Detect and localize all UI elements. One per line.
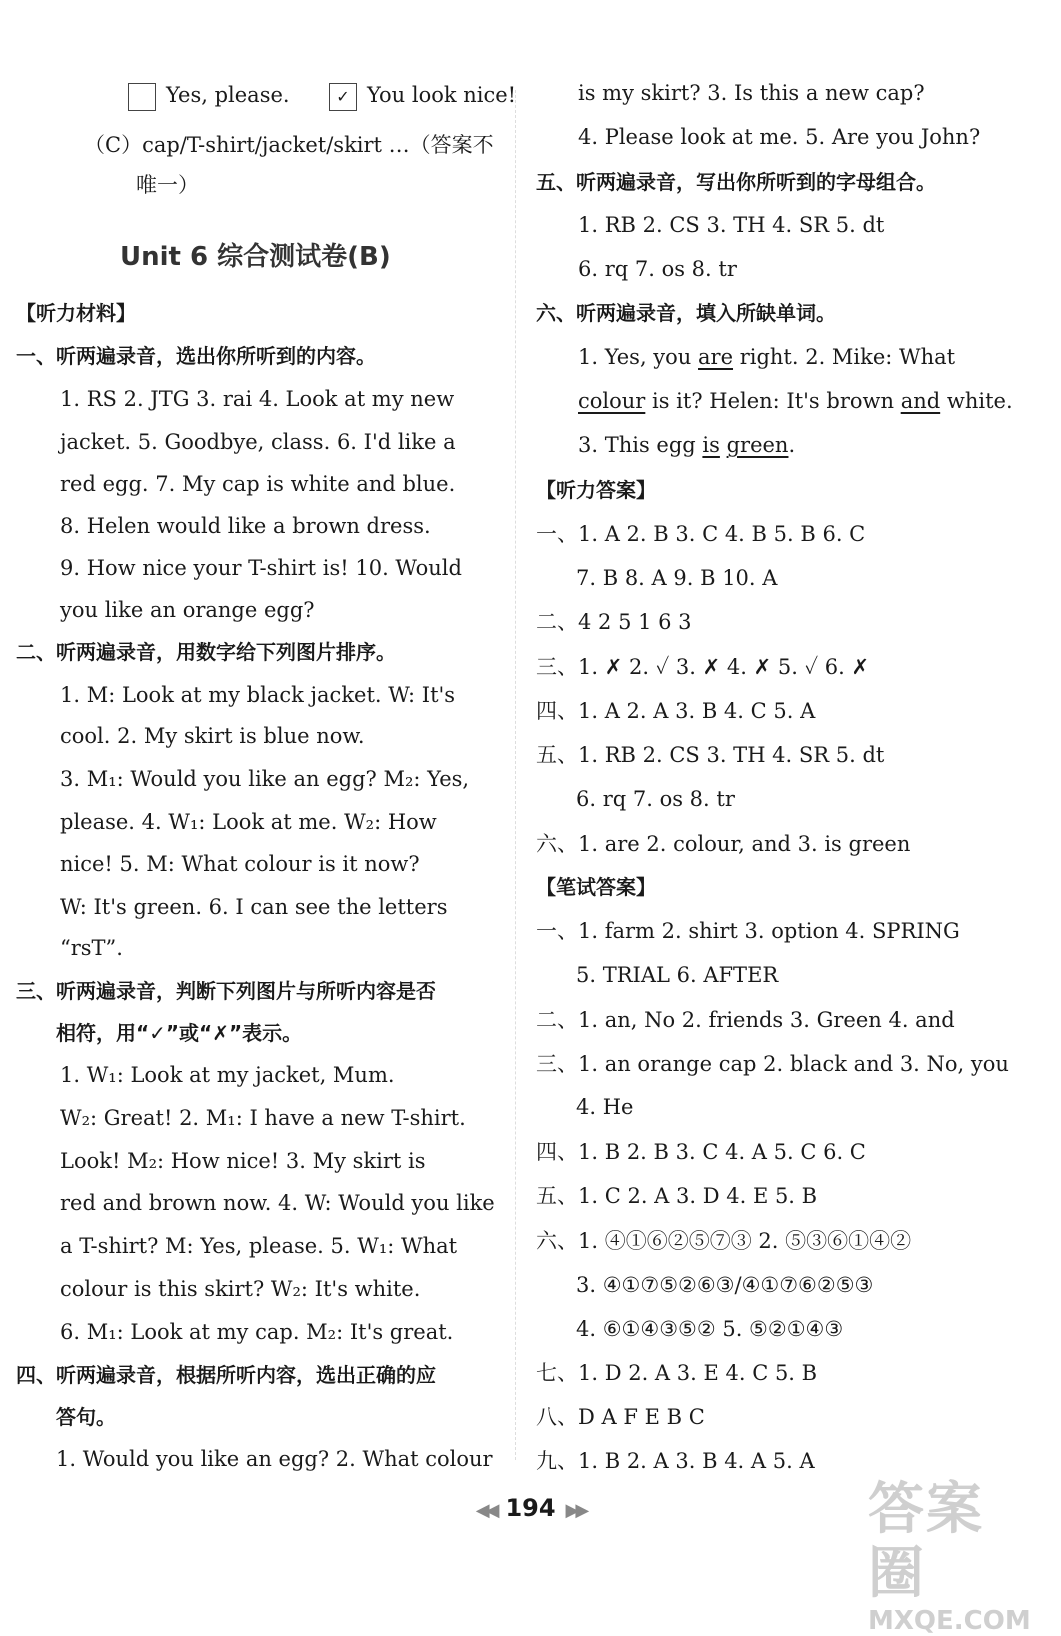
answer-line: 3. ④①⑦⑤②⑥③/④①⑦⑥②⑤③ <box>576 1273 874 1297</box>
blank-answer: green <box>726 433 789 457</box>
checked-checkbox: ✓ <box>329 83 357 111</box>
blank-answer: colour <box>578 389 646 413</box>
section-4-title: 四、听两遍录音，根据所听内容，选出正确的应 <box>16 1363 436 1387</box>
s2-line: 1. M: Look at my black jacket. W: It's <box>60 683 456 707</box>
s1-line: you like an orange egg? <box>60 598 315 622</box>
answer-line: 六、1. are 2. colour, and 3. is green <box>536 832 911 856</box>
answer-line: 八、D A F E B C <box>536 1405 705 1429</box>
written-answers-header: 【笔试答案】 <box>536 875 656 899</box>
column-divider <box>515 90 516 1460</box>
s4-line: is my skirt? 3. Is this a new cap? <box>578 81 925 105</box>
option-yes-please: Yes, please. <box>166 83 290 107</box>
s2-line: “rsT”. <box>60 936 123 960</box>
answer-line: 6. rq 7. os 8. tr <box>576 787 735 811</box>
next-arrow-icon: ▶▶ <box>565 1500 586 1521</box>
s1-line: jacket. 5. Goodbye, class. 6. I'd like a <box>60 430 456 454</box>
answer-line: 六、1. ④①⑥②⑤⑦③ 2. ⑤③⑥①④② <box>536 1229 912 1253</box>
blank-answer: is <box>702 433 720 457</box>
s4-line: 1. Would you like an egg? 2. What colour <box>56 1447 493 1471</box>
s2-line: cool. 2. My skirt is blue now. <box>60 724 365 748</box>
prev-arrow-icon: ◀◀ <box>475 1500 496 1521</box>
s5-line: 1. RB 2. CS 3. TH 4. SR 5. dt <box>578 213 885 237</box>
answer-line: 三、1. ✗ 2. ✓ 3. ✗ 4. ✗ 5. ✓ 6. ✗ <box>536 655 870 679</box>
section-2-title: 二、听两遍录音，用数字给下列图片排序。 <box>16 640 396 664</box>
answer-line: 五、1. RB 2. CS 3. TH 4. SR 5. dt <box>536 743 885 767</box>
option-you-look-nice: You look nice! <box>366 83 517 107</box>
answer-line: 四、1. B 2. B 3. C 4. A 5. C 6. C <box>536 1140 866 1164</box>
s3-line: colour is this skirt? W₂: It's white. <box>60 1277 421 1301</box>
answer-line: 四、1. A 2. A 3. B 4. C 5. A <box>536 699 816 723</box>
answer-line: 5. TRIAL 6. AFTER <box>576 963 779 987</box>
section-5-title: 五、听两遍录音，写出你所听到的字母组合。 <box>536 170 936 194</box>
answer-line: 4. He <box>576 1095 634 1119</box>
blank-answer: are <box>698 345 734 369</box>
option-row <box>128 80 516 111</box>
section-3-title: 三、听两遍录音，判断下列图片与所听内容是否 <box>16 979 436 1003</box>
answer-line: 一、1. farm 2. shirt 3. option 4. SPRING <box>536 919 960 943</box>
s3-line: Look! M₂: How nice! 3. My skirt is <box>60 1149 426 1173</box>
answer-line: 三、1. an orange cap 2. black and 3. No, you <box>536 1052 1009 1076</box>
answer-line: 二、1. an, No 2. friends 3. Green 4. and <box>536 1008 955 1032</box>
answer-line: 7. B 8. A 9. B 10. A <box>576 566 778 590</box>
s5-line: 6. rq 7. os 8. tr <box>578 257 737 281</box>
s6-line-3: 3. This egg is green. <box>578 433 796 457</box>
s1-line: 8. Helen would like a brown dress. <box>60 514 431 538</box>
unit-title: Unit 6 综合测试卷(B) <box>120 242 391 272</box>
s2-line: nice! 5. M: What colour is it now? <box>60 852 420 876</box>
watermark-url: MXQE.COM <box>868 1606 1031 1636</box>
s3-line: red and brown now. 4. W: Would you like <box>60 1191 495 1215</box>
s3-line: 1. W₁: Look at my jacket, Mum. <box>60 1063 395 1087</box>
s1-line: 1. RS 2. JTG 3. rai 4. Look at my new <box>60 387 455 411</box>
blank-answer: and <box>900 389 941 413</box>
empty-checkbox <box>128 83 156 111</box>
s2-line: W: It's green. 6. I can see the letters <box>60 895 448 919</box>
answer-line: 二、4 2 5 1 6 3 <box>536 610 692 634</box>
answer-line: 一、1. A 2. B 3. C 4. B 5. B 6. C <box>536 522 866 546</box>
watermark-logo <box>868 1477 1038 1636</box>
section-6-title: 六、听两遍录音，填入所缺单词。 <box>536 301 836 325</box>
answer-line: 七、1. D 2. A 3. E 4. C 5. B <box>536 1361 818 1385</box>
s4-line: 4. Please look at me. 5. Are you John? <box>578 125 981 149</box>
listening-answers-header: 【听力答案】 <box>536 478 656 502</box>
s2-line: 3. M₁: Would you like an egg? M₂: Yes, <box>60 767 470 791</box>
s3-line: 6. M₁: Look at my cap. M₂: It's great. <box>60 1320 454 1344</box>
s1-line: red egg. 7. My cap is white and blue. <box>60 472 456 496</box>
s6-line-2: colour is it? Helen: It's brown and white. <box>578 389 1013 413</box>
page-number: 194 <box>505 1494 556 1522</box>
answer-c-line2: 唯一） <box>136 173 199 197</box>
section-1-title: 一、听两遍录音，选出你所听到的内容。 <box>16 344 376 368</box>
watermark-text: 答案圈 <box>868 1477 984 1606</box>
answer-c-line1: （C）cap/T-shirt/jacket/skirt …（答案不 <box>84 133 494 157</box>
answer-line: 九、1. B 2. A 3. B 4. A 5. A <box>536 1449 815 1473</box>
listening-material-header: 【听力材料】 <box>16 301 136 325</box>
s3-line: a T-shirt? M: Yes, please. 5. W₁: What <box>60 1234 458 1258</box>
s1-line: 9. How nice your T-shirt is! 10. Would <box>60 556 462 580</box>
s6-line-1: 1. Yes, you are right. 2. Mike: What <box>578 345 956 369</box>
section-3-title-cont: 相符，用“✓”或“✗”表示。 <box>56 1021 303 1045</box>
answer-line: 4. ⑥①④③⑤② 5. ⑤②①④③ <box>576 1317 844 1341</box>
s2-line: please. 4. W₁: Look at me. W₂: How <box>60 810 437 834</box>
section-4-title-cont: 答句。 <box>56 1405 116 1429</box>
s3-line: W₂: Great! 2. M₁: I have a new T-shirt. <box>60 1106 466 1130</box>
answer-line: 五、1. C 2. A 3. D 4. E 5. B <box>536 1184 818 1208</box>
